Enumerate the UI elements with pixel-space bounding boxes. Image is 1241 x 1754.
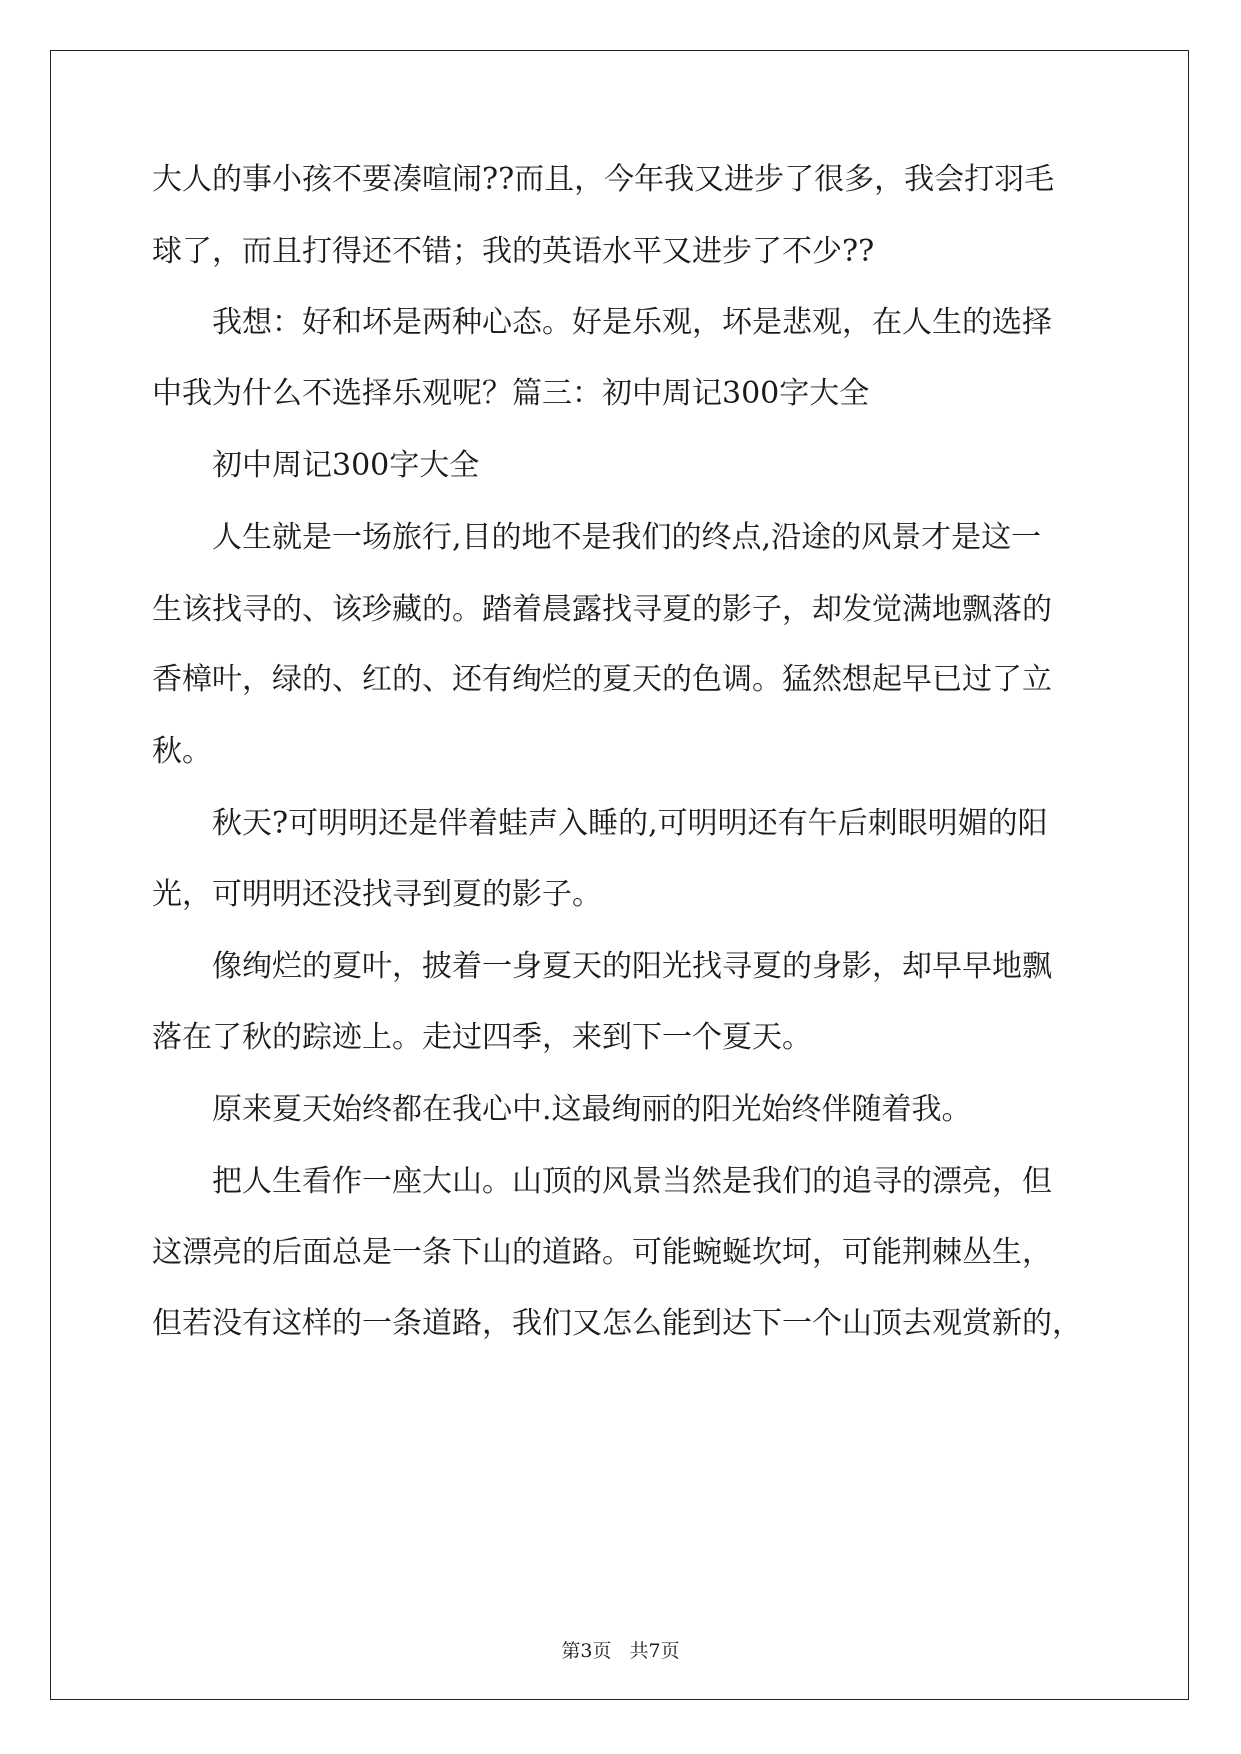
text-line: 像绚烂的夏叶，披着一身夏天的阳光找寻夏的身影，却早早地飘 bbox=[212, 949, 1052, 984]
text-line: 光，可明明还没找寻到夏的影子。 bbox=[152, 877, 602, 912]
text-line: 生该找寻的、该珍藏的。踏着晨露找寻夏的影子，却发觉满地飘落的 bbox=[152, 592, 1052, 627]
text-line: 初中周记300字大全 bbox=[212, 448, 480, 483]
text-line: 大人的事小孩不要凑喧闹??而且，今年我又进步了很多，我会打羽毛 bbox=[152, 162, 1055, 197]
text-line: 人生就是一场旅行,目的地不是我们的终点,沿途的风景才是这一 bbox=[212, 520, 1042, 555]
text-line: 我想：好和坏是两种心态。好是乐观，坏是悲观，在人生的选择 bbox=[212, 305, 1052, 340]
text-line: 把人生看作一座大山。山顶的风景当然是我们的追寻的漂亮，但 bbox=[212, 1164, 1052, 1199]
text-line: 秋。 bbox=[152, 734, 212, 769]
text-line: 中我为什么不选择乐观呢？篇三：初中周记300字大全 bbox=[152, 376, 870, 411]
page-total: 共7页 bbox=[629, 1640, 680, 1662]
page-number: 第3页 bbox=[561, 1640, 612, 1662]
page-footer bbox=[0, 1636, 1241, 1663]
text-line: 原来夏天始终都在我心中.这最绚丽的阳光始终伴随着我。 bbox=[212, 1092, 972, 1127]
text-line: 落在了秋的踪迹上。走过四季，来到下一个夏天。 bbox=[152, 1020, 812, 1055]
text-line: 秋天?可明明还是伴着蛙声入睡的,可明明还有午后刺眼明媚的阳 bbox=[212, 806, 1048, 841]
text-line: 但若没有这样的一条道路，我们又怎么能到达下一个山顶去观赏新的， bbox=[152, 1306, 1082, 1341]
text-line: 球了，而且打得还不错；我的英语水平又进步了不少?? bbox=[152, 234, 875, 269]
text-line: 这漂亮的后面总是一条下山的道路。可能蜿蜒坎坷，可能荆棘丛生， bbox=[152, 1235, 1052, 1270]
text-line: 香樟叶，绿的、红的、还有绚烂的夏天的色调。猛然想起早已过了立 bbox=[152, 662, 1052, 697]
